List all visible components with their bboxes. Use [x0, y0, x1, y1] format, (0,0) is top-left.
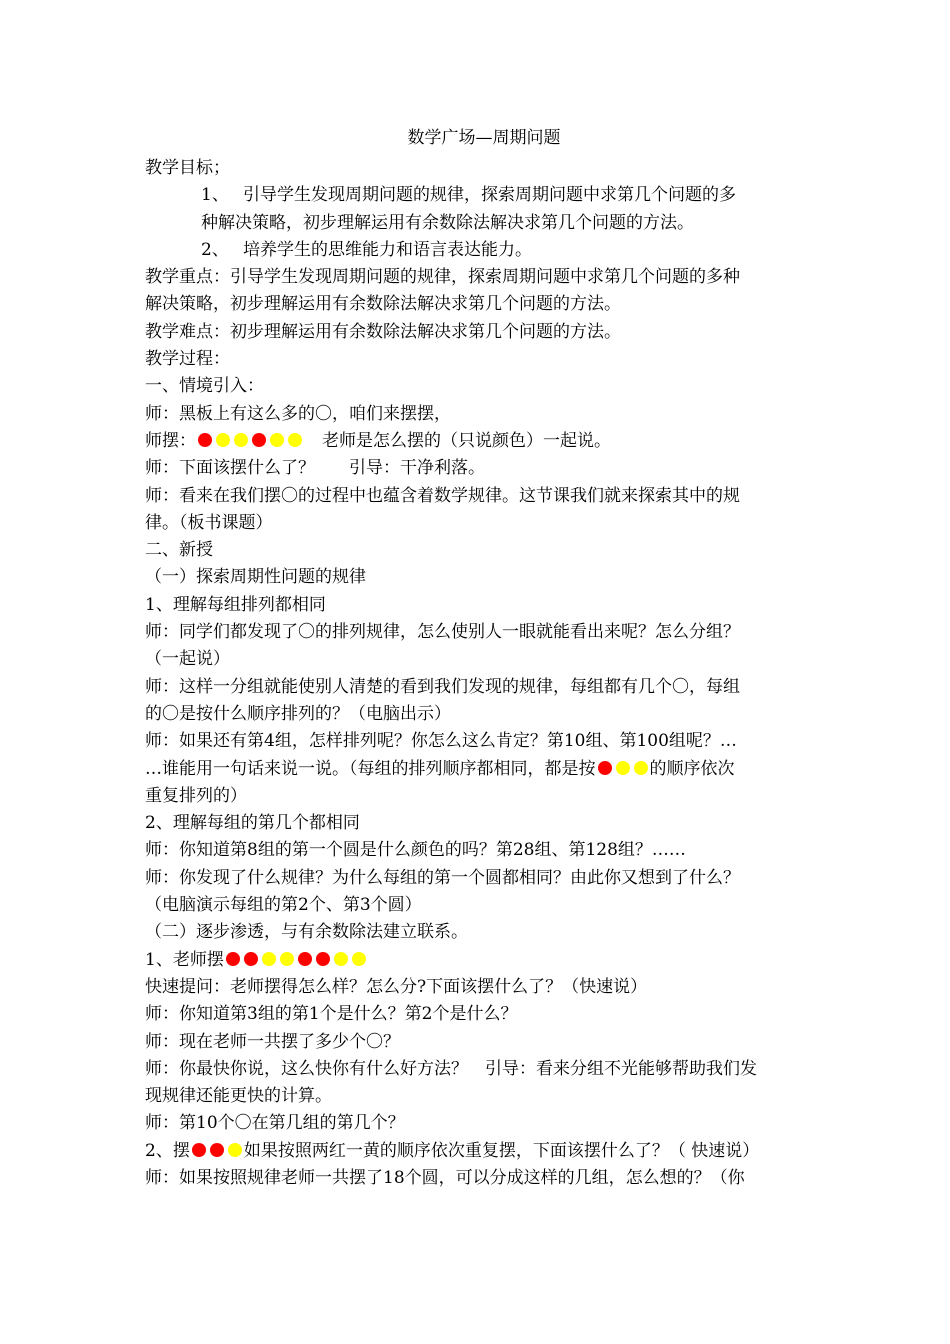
red-circle-icon [192, 1143, 206, 1157]
text-line: 的〇是按什么顺序排列的？（电脑出示） [145, 703, 451, 724]
text-line: 师：黑板上有这么多的〇，咱们来摆摆， [145, 403, 451, 424]
text-line: 现规律还能更快的计算。 [145, 1086, 332, 1107]
yellow-circle-icon [228, 1143, 242, 1157]
text-line: 师：你最快你说，这么快你有什么好方法？ 引导：看来分组不光能够帮助我们发 [145, 1058, 757, 1079]
circle-sequence [190, 1141, 244, 1161]
text-line: 1、理解每组排列都相同 [145, 594, 326, 615]
text-line: …谁能用一句话来说一说。（每组的排列顺序都相同，都是按 的顺序依次 [145, 758, 735, 779]
text-line: 师：你知道第3组的第1个是什么？第2个是什么？ [145, 1004, 518, 1025]
text-line: 快速提问：老师摆得怎么样？怎么分?下面该摆什么了？（快速说） [145, 976, 648, 997]
document-page [145, 127, 813, 1192]
document-title: 数学广场—周期问题 [407, 128, 561, 148]
red-circle-icon [244, 952, 258, 966]
circle-sequence [196, 431, 304, 451]
section-heading: 一、情境引入： [145, 376, 264, 397]
list-text: 引导学生发现周期问题的规律，探索周期问题中求第几个问题的多 [243, 185, 736, 206]
red-circle-icon [598, 761, 612, 775]
text-line: 师：如果按照规律老师一共摆了18个圆，可以分成这样的几组，怎么想的？（你 [145, 1167, 745, 1188]
text-line: 师：下面该摆什么了？ 引导：干净利落。 [145, 458, 485, 479]
list-text: 培养学生的思维能力和语言表达能力。 [243, 239, 532, 260]
text-line: 师：看来在我们摆〇的过程中也蕴含着数学规律。这节课我们就来探索其中的规 [145, 485, 740, 506]
yellow-circle-icon [280, 952, 294, 966]
yellow-circle-icon [616, 761, 630, 775]
text-line: 教学过程： [145, 349, 230, 370]
yellow-circle-icon [288, 433, 302, 447]
section-heading: 二、新授 [145, 540, 213, 561]
text-line: 种解决策略，初步理解运用有余数除法解决求第几个问题的方法。 [201, 212, 694, 233]
text-line: 师：这样一分组就能使别人清楚的看到我们发现的规律，每组都有几个〇，每组 [145, 676, 740, 697]
text-line: （一起说） [145, 649, 230, 670]
text-line: 教学目标； [145, 158, 230, 178]
text-line: 重复排列的） [145, 785, 247, 806]
yellow-circle-icon [334, 952, 348, 966]
text-line: 师：现在老师一共摆了多少个〇？ [145, 1031, 400, 1052]
list-number: 2、 [201, 239, 229, 260]
yellow-circle-icon [234, 433, 248, 447]
yellow-circle-icon [352, 952, 366, 966]
red-circle-icon [210, 1143, 224, 1157]
text-line: 2、理解每组的第几个都相同 [145, 813, 360, 834]
text-line: 2、摆 如果按照两红一黄的顺序依次重复摆，下面该摆什么了？（ 快速说） [145, 1140, 760, 1161]
text-line: 师：第10个〇在第几组的第几个？ [145, 1113, 405, 1134]
text-line: 解决策略，初步理解运用有余数除法解决求第几个问题的方法。 [145, 294, 621, 315]
yellow-circle-icon [262, 952, 276, 966]
text-line: 师：如果还有第4组，怎样排列呢？你怎么这么肯定？第10组、第100组呢？… [145, 731, 737, 752]
yellow-circle-icon [216, 433, 230, 447]
text-line: （二）逐步渗透，与有余数除法建立联系。 [145, 922, 468, 943]
text-line: 教学难点：初步理解运用有余数除法解决求第几个问题的方法。 [145, 321, 621, 342]
red-circle-icon [252, 433, 266, 447]
yellow-circle-icon [634, 761, 648, 775]
circle-sequence [596, 759, 650, 779]
red-circle-icon [198, 433, 212, 447]
text-line: 1、老师摆 [145, 947, 813, 974]
text-line [145, 237, 813, 264]
circle-sequence [224, 950, 368, 970]
text-line [145, 182, 813, 209]
text-line: 师：同学们都发现了〇的排列规律，怎么使别人一眼就能看出来呢？怎么分组？ [145, 622, 740, 643]
text-line: 律。（板书课题） [145, 512, 273, 533]
text-line: 教学重点：引导学生发现周期问题的规律，探索周期问题中求第几个问题的多种 [145, 267, 740, 288]
red-circle-icon [226, 952, 240, 966]
red-circle-icon [298, 952, 312, 966]
text-line: （电脑演示每组的第2个、第3个圆） [145, 895, 422, 916]
list-number: 1、 [201, 185, 229, 206]
text-line: （一）探索周期性问题的规律 [145, 567, 366, 588]
red-circle-icon [316, 952, 330, 966]
text-line: 师摆： 老师是怎么摆的（只说颜色）一起说。 [145, 430, 611, 451]
text-line: 师：你发现了什么规律？为什么每组的第一个圆都相同？由此你又想到了什么？ [145, 867, 740, 888]
yellow-circle-icon [270, 433, 284, 447]
text-line: 师：你知道第8组的第一个圆是什么颜色的吗？第28组、第128组？…… [145, 840, 686, 861]
